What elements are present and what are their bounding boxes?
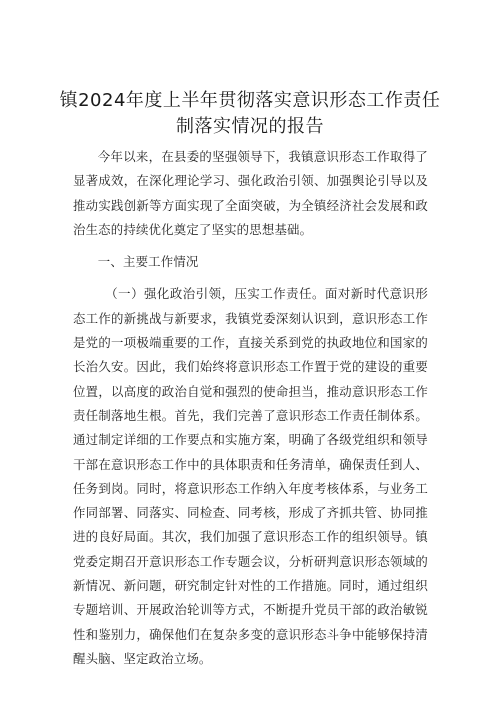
intro-paragraph: 今年以来，在县委的坚强领导下，我镇意识形态工作取得了显著成效，在深化理论学习、强化政治引领、加强舆论引导以及推动实践创新等方面实现了全面突破，为全镇经济社会发展和政治生态的持续优化奠定了坚实的思想基础。 [73, 149, 428, 237]
document-body [73, 145, 428, 671]
section-heading: 一、主要工作情况 [97, 254, 199, 270]
section-paragraph: （一）强化政治引领，压实工作责任。面对新时代意识形态工作的新挑战与新要求，我镇党委深刻认识到，意识形态工作是党的一项极端重要的工作，直接关系到党的执政地位和国家的长治久安。因此，我们始终将意识形态工作置于党的建设的重要位置，以高度的政治自觉和强烈的使命担当，推动意识形态工作责任制落地生根。首先，我们完善了意识形态工作责任制体系。通过制定详细的工作要点和实施方案，明确了各级党组织和领导干部在意识形态工作中的具体职责和任务清单，确保责任到人、任务到岗。同时，将意识形态工作纳入年度考核体系，与业务工作同部署、同落实、同检查、同考核，形成了齐抓共管、协同推进的良好局面。其次，我们加强了意识形态工作的组织领导。镇党委定期召开意识形态工作专题会议，分析研判意识形态领域的新情况、新问题，研究制定针对性的工作措施。同时，通过组织专题培训、开展政治轮训等方式，不断提升党员干部的政治敏锐性和鉴别力，确保他们在复杂多变的意识形态斗争中能够保持清醒头脑、坚定政治立场。 [73, 286, 428, 666]
title-line-2: 制落实情况的报告 [176, 116, 324, 137]
document-title [0, 88, 500, 140]
title-line-1: 镇2024年度上半年贯彻落实意识形态工作责任 [59, 90, 441, 111]
